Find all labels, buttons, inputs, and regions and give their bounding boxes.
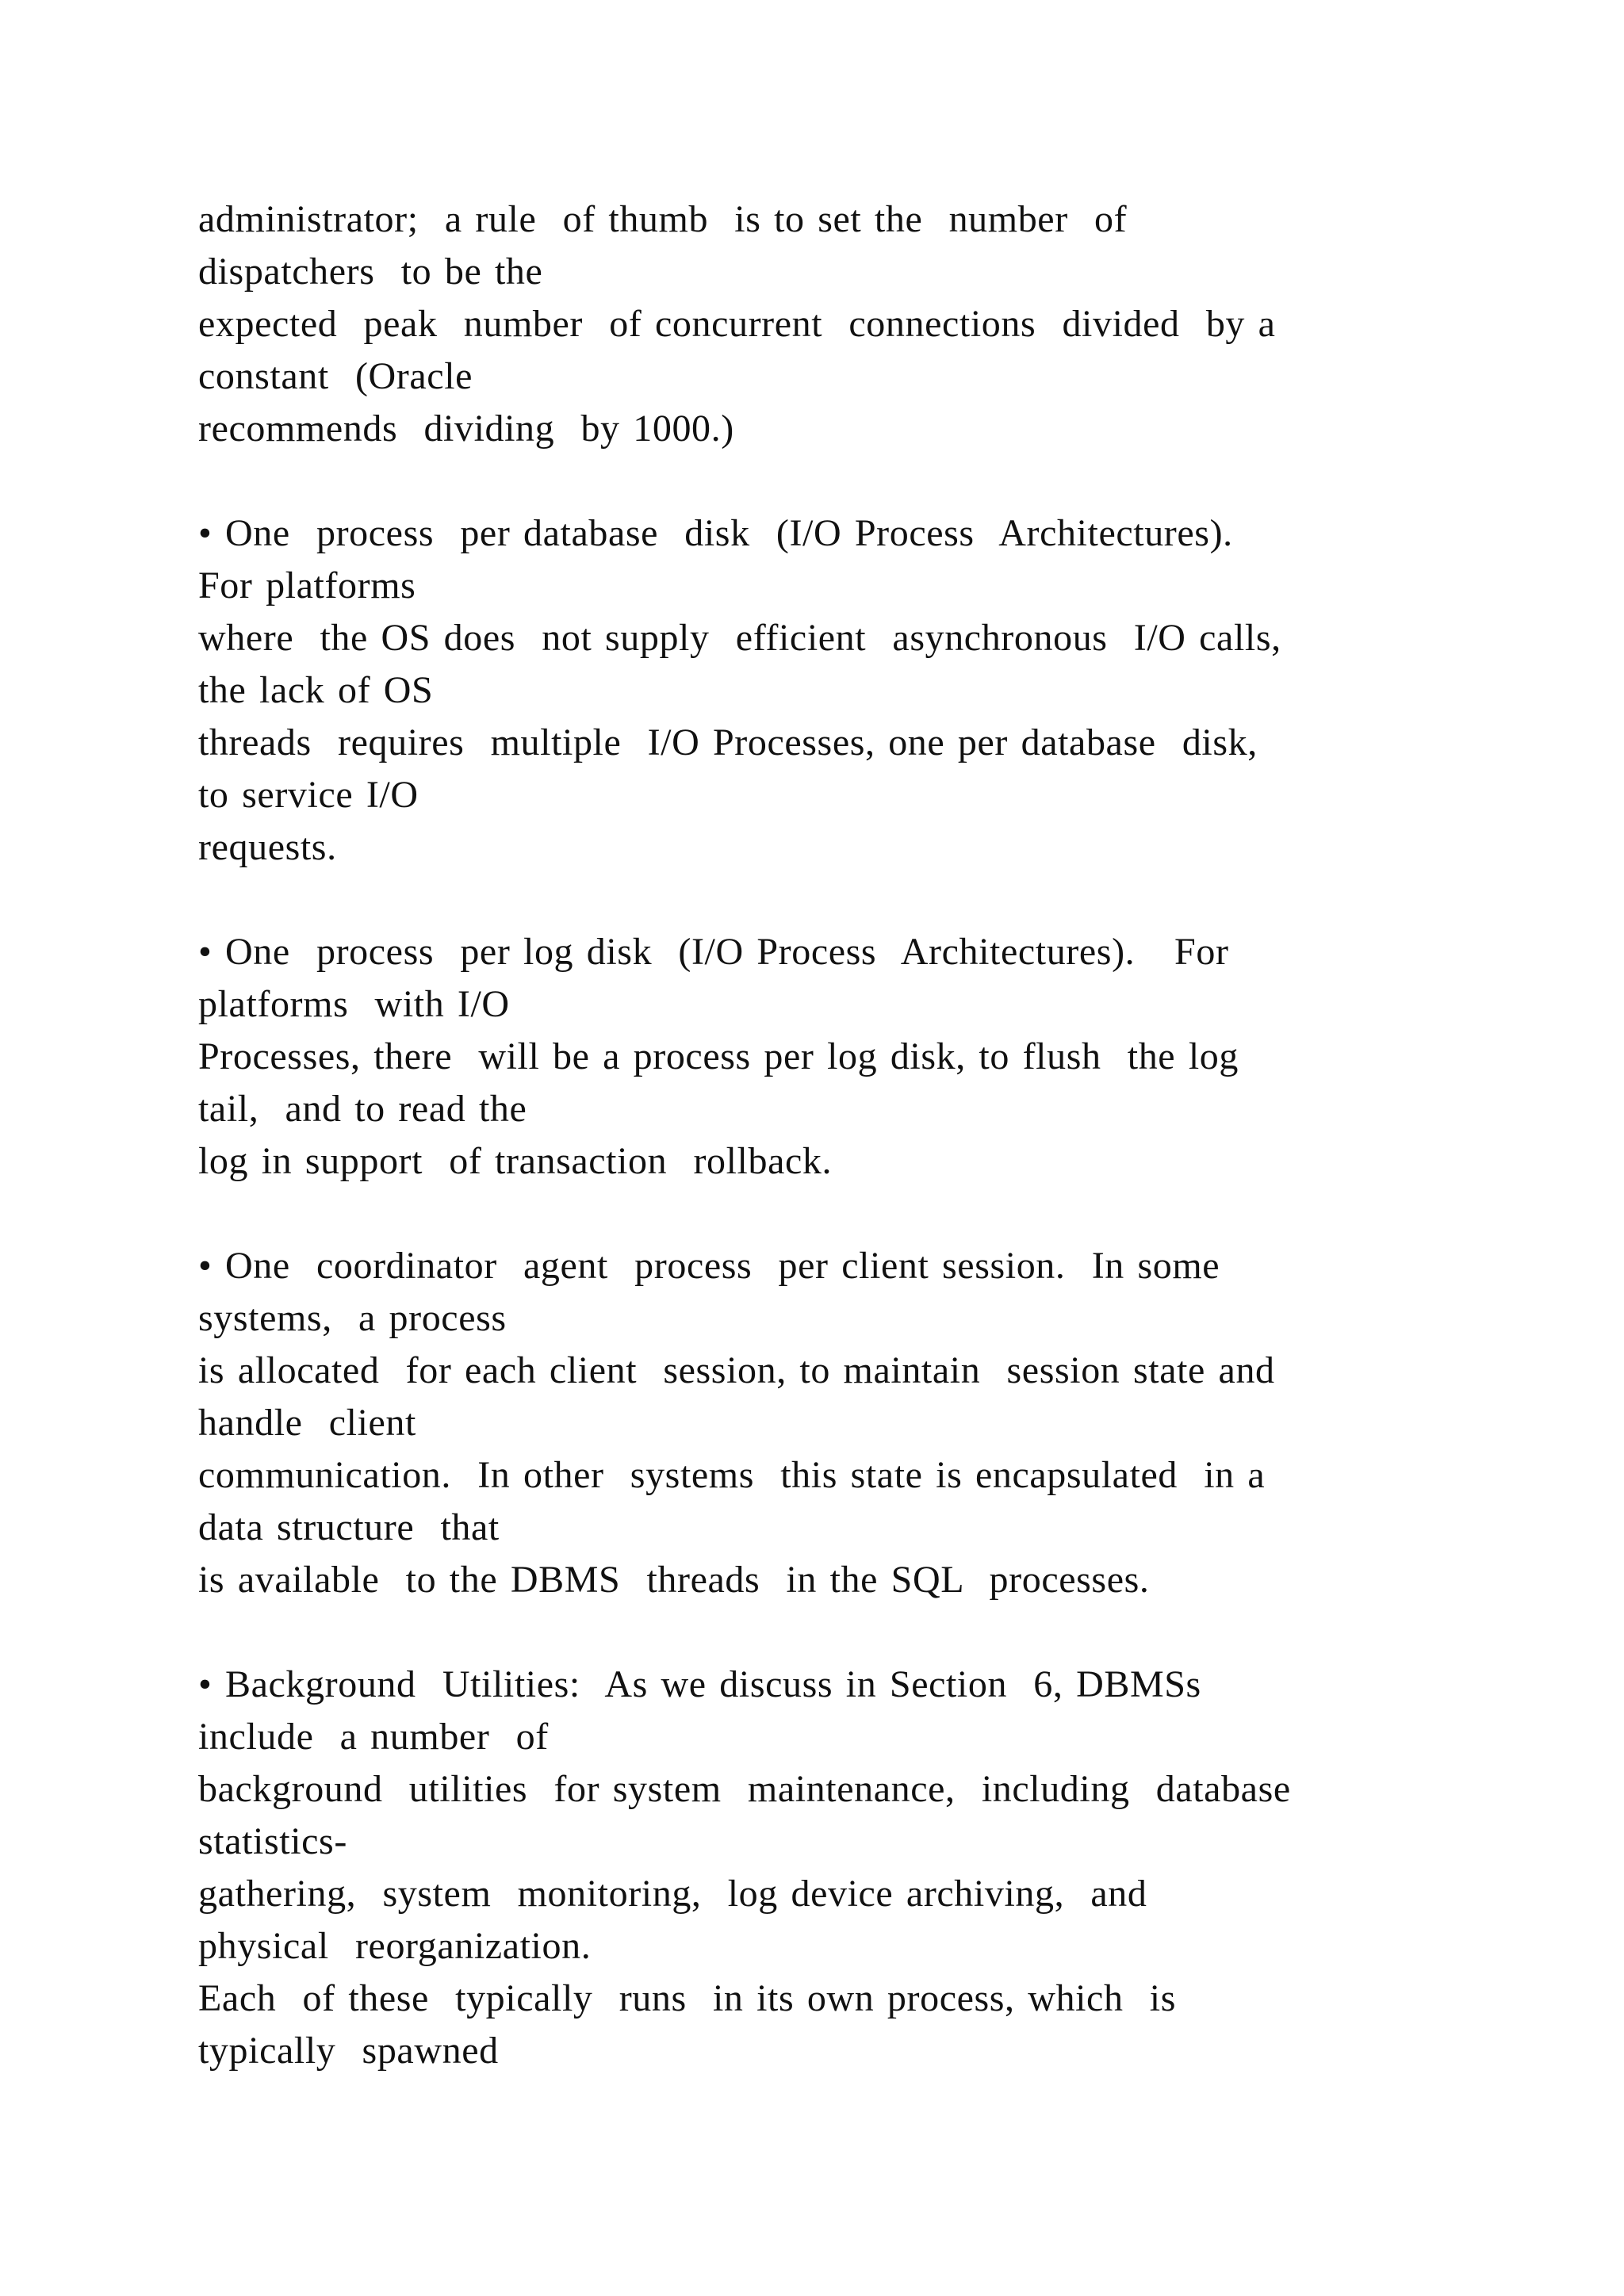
text-line: • One process per log disk (I/O Process Architectures). For (198, 931, 1229, 973)
text-line: Processes, there will be a process per log disk, to flush the log (198, 1035, 1239, 1077)
paragraph-gap (198, 874, 1546, 926)
paragraph-gap (198, 1606, 1546, 1659)
text-line: • Background Utilities: As we discuss in Section 6, DBMSs (198, 1663, 1201, 1705)
paragraph-gap (198, 455, 1546, 507)
text-line: dispatchers to be the (198, 251, 543, 293)
text-line: physical reorganization. (198, 1925, 592, 1967)
text-line: to service I/O (198, 774, 419, 816)
text-line: where the OS does not supply efficient asynchronous I/O calls, (198, 617, 1281, 659)
text-line: threads requires multiple I/O Processes, one per database disk, (198, 721, 1258, 763)
text-line: the lack of OS (198, 669, 434, 711)
text-line: expected peak number of concurrent connections divided by a (198, 303, 1276, 345)
text-line: log in support of transaction rollback. (198, 1140, 833, 1182)
text-line: systems, a process (198, 1297, 507, 1339)
text-line: data structure that (198, 1506, 500, 1548)
text-line: requests. (198, 826, 337, 868)
text-line: For platforms (198, 564, 416, 607)
paragraph-gap (198, 1188, 1546, 1240)
text-line: recommends dividing by 1000.) (198, 408, 734, 450)
text-line: Each of these typically runs in its own process, which is (198, 1977, 1176, 2019)
text-line: constant (Oracle (198, 355, 473, 397)
document-body (198, 193, 1546, 2077)
text-line: typically spawned (198, 2030, 499, 2072)
text-line: statistics- (198, 1820, 347, 1862)
text-line: is available to the DBMS threads in the SQL processes. (198, 1559, 1150, 1601)
text-line: tail, and to read the (198, 1088, 527, 1130)
text-line: include a number of (198, 1716, 549, 1758)
text-line: handle client (198, 1402, 416, 1444)
text-line: platforms with I/O (198, 983, 510, 1025)
text-line: • One process per database disk (I/O Process Architectures). (198, 512, 1233, 554)
text-line: administrator; a rule of thumb is to set the number of (198, 198, 1128, 240)
text-line: background utilities for system maintenance, including database (198, 1768, 1291, 1810)
text-line: • One coordinator agent process per client session. In some (198, 1245, 1220, 1287)
text-line: is allocated for each client session, to maintain session state and (198, 1349, 1275, 1391)
text-line: communication. In other systems this state is encapsulated in a (198, 1454, 1266, 1496)
text-line: gathering, system monitoring, log device archiving, and (198, 1873, 1147, 1915)
